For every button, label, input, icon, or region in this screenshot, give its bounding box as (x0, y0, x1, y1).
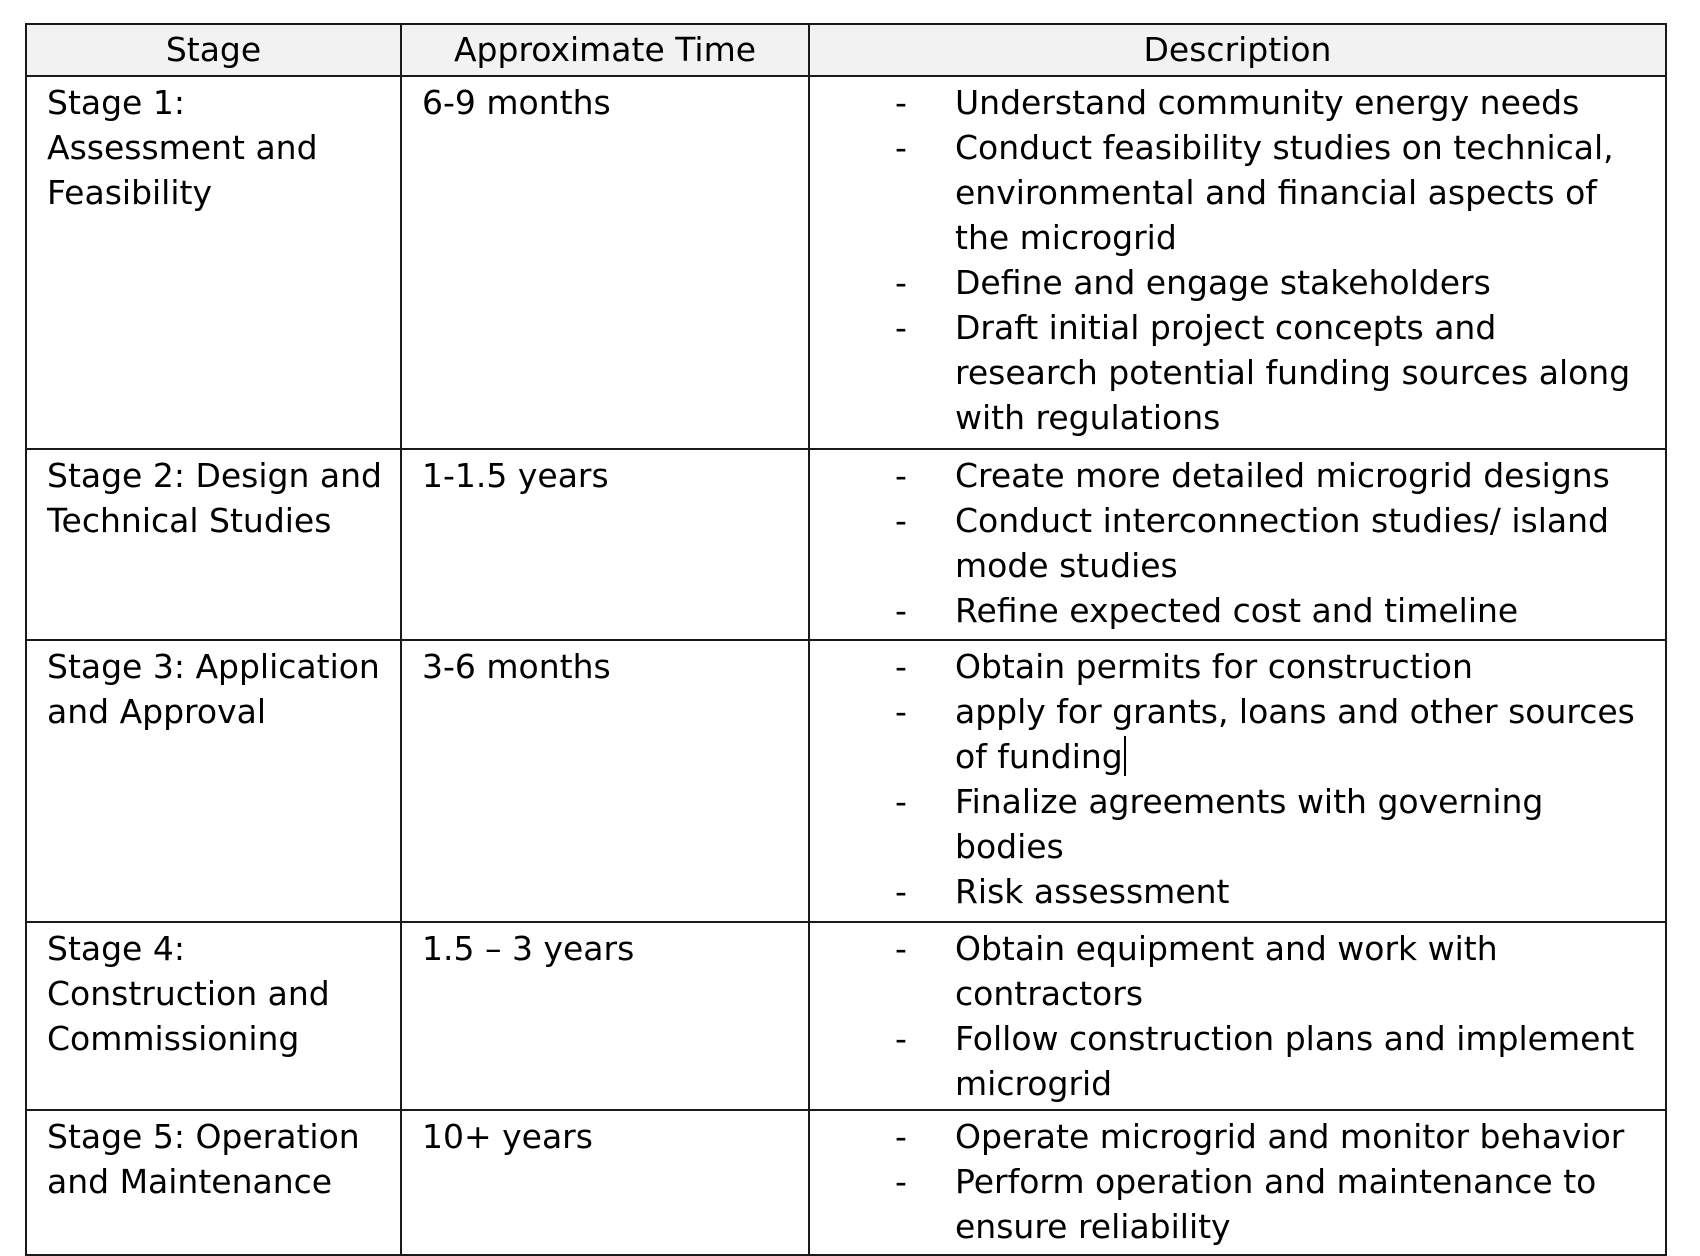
list-item-text: Operate microgrid and monitor behavior (955, 1117, 1625, 1156)
bullet-dash: - (895, 83, 907, 122)
stages-table (25, 23, 1667, 1256)
list-item-text: Conduct feasibility studies on technical, environmental and financial aspects of the microgrid (955, 128, 1614, 257)
list-item (810, 926, 1645, 1016)
stage-cell[interactable]: Stage 2: Design and Technical Studies (26, 449, 401, 640)
time-cell[interactable]: 1.5 – 3 years (401, 922, 809, 1110)
list-item (810, 1159, 1645, 1249)
list-item (810, 1114, 1645, 1159)
time-cell[interactable]: 10+ years (401, 1110, 809, 1255)
stage-cell[interactable]: Stage 5: Operation and Maintenance (26, 1110, 401, 1255)
description-list (810, 1114, 1645, 1249)
description-cell[interactable] (809, 1110, 1666, 1255)
list-item (810, 1016, 1645, 1106)
text-cursor (1124, 736, 1126, 776)
time-cell[interactable]: 3-6 months (401, 640, 809, 922)
bullet-dash: - (895, 929, 907, 968)
time-cell[interactable]: 6-9 months (401, 76, 809, 449)
list-item (810, 689, 1645, 779)
bullet-dash: - (895, 692, 907, 731)
bullet-dash: - (895, 501, 907, 540)
bullet-dash: - (895, 591, 907, 630)
bullet-dash: - (895, 308, 907, 347)
bullet-dash: - (895, 782, 907, 821)
list-item (810, 125, 1645, 260)
header-time[interactable]: Approximate Time (401, 24, 809, 76)
list-item (810, 80, 1645, 125)
bullet-dash: - (895, 1117, 907, 1156)
list-item (810, 305, 1645, 440)
table-row (26, 640, 1666, 922)
bullet-dash: - (895, 1019, 907, 1058)
description-list (810, 80, 1645, 440)
list-item-text: Risk assessment (955, 872, 1230, 911)
list-item-text: Conduct interconnection studies/ island mode studies (955, 501, 1609, 585)
list-item-text: Define and engage stakeholders (955, 263, 1491, 302)
list-item-text: Understand community energy needs (955, 83, 1580, 122)
header-description[interactable]: Description (809, 24, 1666, 76)
bullet-dash: - (895, 1162, 907, 1201)
description-cell[interactable] (809, 76, 1666, 449)
list-item-text-with-cursor[interactable] (955, 689, 1645, 779)
table-row (26, 449, 1666, 640)
bullet-dash: - (895, 647, 907, 686)
list-item-text: Follow construction plans and implement microgrid (955, 1019, 1635, 1103)
list-item (810, 453, 1645, 498)
list-item-text: Draft initial project concepts and research potential funding sources along with regulations (955, 308, 1631, 437)
description-list (810, 644, 1645, 914)
list-item-text: apply for grants, loans and other sources of funding (955, 692, 1635, 776)
list-item-text: Create more detailed microgrid designs (955, 456, 1610, 495)
description-cell[interactable] (809, 922, 1666, 1110)
list-item (810, 260, 1645, 305)
list-item-text: Finalize agreements with governing bodies (955, 782, 1544, 866)
description-cell[interactable] (809, 449, 1666, 640)
table-row (26, 76, 1666, 449)
description-list (810, 926, 1645, 1106)
stage-cell[interactable]: Stage 4: Construction and Commissioning (26, 922, 401, 1110)
bullet-dash: - (895, 128, 907, 167)
time-cell[interactable]: 1-1.5 years (401, 449, 809, 640)
list-item (810, 869, 1645, 914)
header-stage[interactable]: Stage (26, 24, 401, 76)
list-item (810, 498, 1645, 588)
table-row (26, 1110, 1666, 1255)
table-row (26, 922, 1666, 1110)
bullet-dash: - (895, 456, 907, 495)
bullet-dash: - (895, 872, 907, 911)
bullet-dash: - (895, 263, 907, 302)
list-item-text: Perform operation and maintenance to ensure reliability (955, 1162, 1597, 1246)
description-list (810, 453, 1645, 633)
stage-cell[interactable]: Stage 1: Assessment and Feasibility (26, 76, 401, 449)
list-item-text: Refine expected cost and timeline (955, 591, 1519, 630)
description-cell[interactable] (809, 640, 1666, 922)
list-item (810, 644, 1645, 689)
list-item-text: Obtain equipment and work with contractors (955, 929, 1498, 1013)
header-row (26, 24, 1666, 76)
list-item-text: Obtain permits for construction (955, 647, 1473, 686)
list-item (810, 779, 1645, 869)
stage-cell[interactable]: Stage 3: Application and Approval (26, 640, 401, 922)
list-item (810, 588, 1645, 633)
